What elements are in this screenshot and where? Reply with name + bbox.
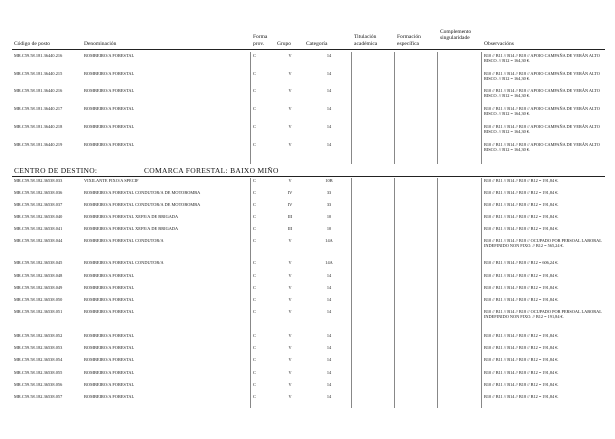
cell-categoria: 14 bbox=[326, 124, 332, 129]
cell-observacions: B10 // B11 // B14 // B18 // APOIO CAMPAÑA DE VERÁN ALTO RISCO. // B12 = 164,30 €. bbox=[484, 53, 600, 63]
cell-codigo: MR.C59.58.182.36538.033 bbox=[14, 178, 63, 183]
cell-grupo: V bbox=[288, 297, 292, 302]
section-rule bbox=[12, 176, 605, 177]
header-forma-line1: Forma bbox=[253, 34, 268, 40]
cell-forma: C bbox=[253, 382, 256, 387]
column-divider bbox=[437, 178, 438, 408]
cell-grupo: V bbox=[288, 357, 292, 362]
cell-codigo: MR.C59.58.182.36538.050 bbox=[14, 297, 63, 302]
cell-codigo: MR.C59.58.182.36538.055 bbox=[14, 370, 63, 375]
cell-codigo: MR.C59.58.182.36538.049 bbox=[14, 285, 63, 290]
cell-forma: C bbox=[253, 357, 256, 362]
cell-observacions: B10 // B11 // B14 // B18 // B12 = 191,84 €. bbox=[484, 226, 559, 231]
section-heading bbox=[14, 166, 604, 175]
header-titulacion-line2: académica bbox=[354, 41, 378, 48]
cell-observacions: B10 // B11 // B14 // B18 // B12 = 191,84 €. bbox=[484, 382, 559, 387]
cell-forma: C bbox=[253, 190, 256, 195]
cell-categoria: 14A bbox=[325, 238, 333, 243]
header-complemento-line2: singularidade bbox=[440, 35, 470, 41]
cell-categoria: 14 bbox=[326, 309, 332, 314]
cell-forma: C bbox=[253, 345, 256, 350]
section-label: CENTRO DE DESTINO: bbox=[14, 166, 98, 175]
cell-forma: C bbox=[253, 202, 256, 207]
cell-denominacion: BOMBEIRO/A FORESTAL XEFE/A DE BRIGADA bbox=[84, 226, 179, 231]
cell-categoria: 14 bbox=[326, 345, 332, 350]
cell-categoria: 14 bbox=[326, 357, 332, 362]
cell-categoria: 14 bbox=[326, 394, 332, 399]
cell-forma: C bbox=[253, 226, 256, 231]
header-denominacion: Denominación bbox=[84, 41, 117, 48]
cell-grupo: V bbox=[288, 382, 292, 387]
header-observacions: Observacións bbox=[484, 41, 514, 48]
cell-denominacion: BOMBEIRO/A FORESTAL bbox=[84, 53, 135, 58]
cell-categoria: 10 bbox=[326, 214, 332, 219]
cell-categoria: 14 bbox=[326, 53, 332, 58]
cell-forma: C bbox=[253, 309, 256, 314]
cell-observacions: B10 // B11 // B14 // B18 // B12 = 191,84 €. bbox=[484, 202, 559, 207]
cell-codigo: MR.C59.58.182.36538.045 bbox=[14, 260, 63, 265]
cell-observacions: B10 // B11 // B14 // B18 // B12 = 191,84 €. bbox=[484, 370, 559, 375]
cell-categoria: 14 bbox=[326, 88, 332, 93]
cell-grupo: V bbox=[288, 71, 292, 76]
cell-grupo: III bbox=[287, 214, 293, 219]
cell-categoria: 33 bbox=[326, 190, 332, 195]
cell-codigo: MR.C59.58.181.36440.216 bbox=[14, 53, 63, 58]
cell-codigo: MR.C59.58.181.36440.219 bbox=[14, 142, 63, 147]
header-titulacion-line1: Titulación bbox=[354, 34, 377, 40]
column-divider bbox=[351, 52, 352, 164]
column-divider bbox=[351, 178, 352, 408]
cell-forma: C bbox=[253, 124, 256, 129]
header-grupo: Grupo bbox=[277, 41, 292, 48]
cell-categoria: 14 bbox=[326, 273, 332, 278]
header-formacion-line1: Formación bbox=[397, 34, 421, 40]
cell-grupo: V bbox=[288, 394, 292, 399]
cell-forma: C bbox=[253, 142, 256, 147]
cell-forma: C bbox=[253, 238, 256, 243]
cell-grupo: V bbox=[288, 273, 292, 278]
cell-observacions: B10 // B11 // B14 // B18 // B12 = 191,84 €. bbox=[484, 214, 559, 219]
cell-codigo: MR.C59.58.182.36538.052 bbox=[14, 333, 63, 338]
cell-observacions: B10 // B11 // B14 // B18 // B12 = 191,84 €. bbox=[484, 345, 559, 350]
cell-denominacion: BOMBEIRO/A FORESTAL CONDUTOR/A DE MOTOBOMBA bbox=[84, 190, 201, 195]
cell-forma: C bbox=[253, 370, 256, 375]
cell-codigo: MR.C59.58.182.36538.040 bbox=[14, 214, 63, 219]
cell-observacions: B10 // B11 // B14 // B18 // OCUPADO POR PERSOAL LABORAL INDEFINIDO NON FIXO. // B12 = 191,84 €. bbox=[484, 309, 602, 319]
cell-observacions: B10 // B11 // B14 // B18 // B12 = 191,84 €. bbox=[484, 297, 559, 302]
cell-forma: C bbox=[253, 394, 256, 399]
cell-categoria: 14 bbox=[326, 297, 332, 302]
cell-grupo: V bbox=[288, 178, 292, 183]
cell-codigo: MR.C59.58.181.36440.216 bbox=[14, 88, 63, 93]
column-divider bbox=[394, 52, 395, 164]
cell-categoria: 14 bbox=[326, 106, 332, 111]
cell-codigo: MR.C59.58.182.36538.036 bbox=[14, 190, 63, 195]
cell-codigo: MR.C59.58.182.36538.053 bbox=[14, 345, 63, 350]
cell-grupo: V bbox=[288, 106, 292, 111]
cell-codigo: MR.C59.58.182.36538.056 bbox=[14, 382, 63, 387]
cell-categoria: 14 bbox=[326, 370, 332, 375]
cell-denominacion: BOMBEIRO/A FORESTAL bbox=[84, 297, 135, 302]
cell-observacions: B10 // B11 // B14 // B18 // B12 = 191,84 €. bbox=[484, 357, 559, 362]
cell-forma: C bbox=[253, 106, 256, 111]
cell-denominacion: BOMBEIRO/A FORESTAL bbox=[84, 370, 135, 375]
cell-grupo: V bbox=[288, 285, 292, 290]
cell-forma: C bbox=[253, 53, 256, 58]
cell-denominacion: BOMBEIRO/A FORESTAL CONDUTOR/A DE MOTOBOMBA bbox=[84, 202, 201, 207]
cell-grupo: IV bbox=[287, 202, 293, 207]
cell-codigo: MR.C59.58.181.36440.217 bbox=[14, 106, 63, 111]
cell-grupo: V bbox=[288, 370, 292, 375]
cell-grupo: V bbox=[288, 333, 292, 338]
cell-forma: C bbox=[253, 71, 256, 76]
cell-observacions: B10 // B11 // B14 // B18 // B12 = 191,84 €. bbox=[484, 394, 559, 399]
header-codigo: Código de posto bbox=[14, 41, 51, 48]
column-divider bbox=[250, 52, 251, 164]
cell-observacions: B10 // B11 // B14 // B18 // B12 = 606,24 €. bbox=[484, 260, 559, 265]
cell-grupo: III bbox=[287, 226, 293, 231]
column-divider bbox=[394, 178, 395, 408]
cell-denominacion: BOMBEIRO/A FORESTAL bbox=[84, 106, 135, 111]
header-rule bbox=[12, 49, 605, 50]
cell-grupo: V bbox=[288, 345, 292, 350]
table-header bbox=[0, 30, 615, 48]
cell-forma: C bbox=[253, 214, 256, 219]
cell-observacions: B10 // B11 // B14 // B18 // B12 = 191,84 €. bbox=[484, 190, 559, 195]
cell-grupo: V bbox=[288, 238, 292, 243]
cell-categoria: 14A bbox=[325, 260, 333, 265]
cell-codigo: MR.C59.58.182.36538.048 bbox=[14, 273, 63, 278]
cell-denominacion: BOMBEIRO/A FORESTAL bbox=[84, 382, 135, 387]
cell-forma: C bbox=[253, 273, 256, 278]
cell-denominacion: BOMBEIRO/A FORESTAL bbox=[84, 273, 135, 278]
cell-observacions: B10 // B11 // B14 // B18 // APOIO CAMPAÑA DE VERÁN ALTO RISCO. // B12 = 164,30 €. bbox=[484, 71, 600, 81]
cell-forma: C bbox=[253, 333, 256, 338]
cell-denominacion: BOMBEIRO/A FORESTAL bbox=[84, 357, 135, 362]
cell-denominacion: BOMBEIRO/A FORESTAL XEFE/A DE BRIGADA bbox=[84, 214, 179, 219]
cell-observacions: B10 // B11 // B14 // B18 // B12 = 191,84 €. bbox=[484, 333, 559, 338]
column-divider bbox=[481, 178, 482, 408]
cell-forma: C bbox=[253, 178, 256, 183]
cell-denominacion: BOMBEIRO/A FORESTAL bbox=[84, 309, 135, 314]
cell-forma: C bbox=[253, 88, 256, 93]
cell-categoria: 33 bbox=[326, 202, 332, 207]
column-divider bbox=[250, 178, 251, 408]
cell-categoria: 14 bbox=[326, 142, 332, 147]
header-forma-line2: prov. bbox=[253, 41, 265, 48]
column-divider bbox=[481, 52, 482, 164]
cell-forma: C bbox=[253, 297, 256, 302]
cell-observacions: B10 // B11 // B14 // B18 // OCUPADO POR PERSOAL LABORAL INDEFINIDO NON FIXO. // B12 = 565,24 €. bbox=[484, 238, 602, 248]
header-complemento-line1: Complemento bbox=[440, 29, 472, 35]
cell-categoria: 14 bbox=[326, 285, 332, 290]
cell-codigo: MR.C59.58.182.36538.037 bbox=[14, 202, 63, 207]
cell-observacions: B10 // B11 // B14 // B18 // APOIO CAMPAÑA DE VERÁN ALTO RISCO. // B12 = 164,30 €. bbox=[484, 88, 600, 98]
cell-codigo: MR.C59.58.182.36538.054 bbox=[14, 357, 63, 362]
cell-categoria: 14 bbox=[326, 333, 332, 338]
section-value: COMARCA FORESTAL: BAIXO MIÑO bbox=[144, 166, 279, 175]
cell-observacions: B10 // B11 // B14 // B18 // APOIO CAMPAÑA DE VERÁN ALTO RISCO. // B12 = 164,30 €. bbox=[484, 106, 600, 116]
cell-observacions: B10 // B11 // B14 // B18 // B12 = 191,84 €. bbox=[484, 178, 559, 183]
cell-categoria: 10B bbox=[325, 178, 333, 183]
cell-codigo: MR.C59.58.182.36538.057 bbox=[14, 394, 63, 399]
cell-denominacion: BOMBEIRO/A FORESTAL bbox=[84, 71, 135, 76]
cell-observacions: B10 // B11 // B14 // B18 // APOIO CAMPAÑA DE VERÁN ALTO RISCO. // B12 = 164,30 €. bbox=[484, 124, 600, 134]
cell-denominacion: BOMBEIRO/A FORESTAL CONDUTOR/A bbox=[84, 238, 164, 243]
cell-grupo: IV bbox=[287, 190, 293, 195]
cell-codigo: MR.C59.58.181.36440.215 bbox=[14, 71, 63, 76]
cell-grupo: V bbox=[288, 309, 292, 314]
cell-codigo: MR.C59.58.182.36538.044 bbox=[14, 238, 63, 243]
cell-denominacion: BOMBEIRO/A FORESTAL bbox=[84, 394, 135, 399]
cell-grupo: V bbox=[288, 88, 292, 93]
column-divider bbox=[437, 52, 438, 164]
cell-denominacion: BOMBEIRO/A FORESTAL bbox=[84, 345, 135, 350]
cell-grupo: V bbox=[288, 124, 292, 129]
cell-forma: C bbox=[253, 285, 256, 290]
header-formacion-line2: específica bbox=[397, 41, 419, 48]
cell-observacions: B10 // B11 // B14 // B18 // B12 = 191,84 €. bbox=[484, 273, 559, 278]
cell-codigo: MR.C59.58.182.36538.051 bbox=[14, 309, 63, 314]
cell-categoria: 10 bbox=[326, 226, 332, 231]
cell-denominacion: BOMBEIRO/A FORESTAL bbox=[84, 88, 135, 93]
cell-categoria: 14 bbox=[326, 71, 332, 76]
cell-grupo: V bbox=[288, 260, 292, 265]
cell-forma: C bbox=[253, 260, 256, 265]
cell-codigo: MR.C59.58.181.36440.218 bbox=[14, 124, 63, 129]
cell-denominacion: BOMBEIRO/A FORESTAL CONDUTOR/A bbox=[84, 260, 164, 265]
header-categoria: Categoría bbox=[306, 41, 328, 48]
cell-denominacion: BOMBEIRO/A FORESTAL bbox=[84, 124, 135, 129]
cell-denominacion: BOMBEIRO/A FORESTAL bbox=[84, 333, 135, 338]
cell-categoria: 14 bbox=[326, 382, 332, 387]
cell-observacions: B10 // B11 // B14 // B18 // B12 = 191,84 €. bbox=[484, 285, 559, 290]
cell-codigo: MR.C59.58.182.36538.041 bbox=[14, 226, 63, 231]
cell-observacions: B10 // B11 // B14 // B18 // APOIO CAMPAÑA DE VERÁN ALTO RISCO. // B12 = 164,30 €. bbox=[484, 142, 600, 152]
cell-denominacion: BOMBEIRO/A FORESTAL bbox=[84, 285, 135, 290]
cell-grupo: V bbox=[288, 142, 292, 147]
cell-denominacion: BOMBEIRO/A FORESTAL bbox=[84, 142, 135, 147]
cell-grupo: V bbox=[288, 53, 292, 58]
cell-denominacion: VIXILANTE FIXO/A SPECIF bbox=[84, 178, 139, 183]
